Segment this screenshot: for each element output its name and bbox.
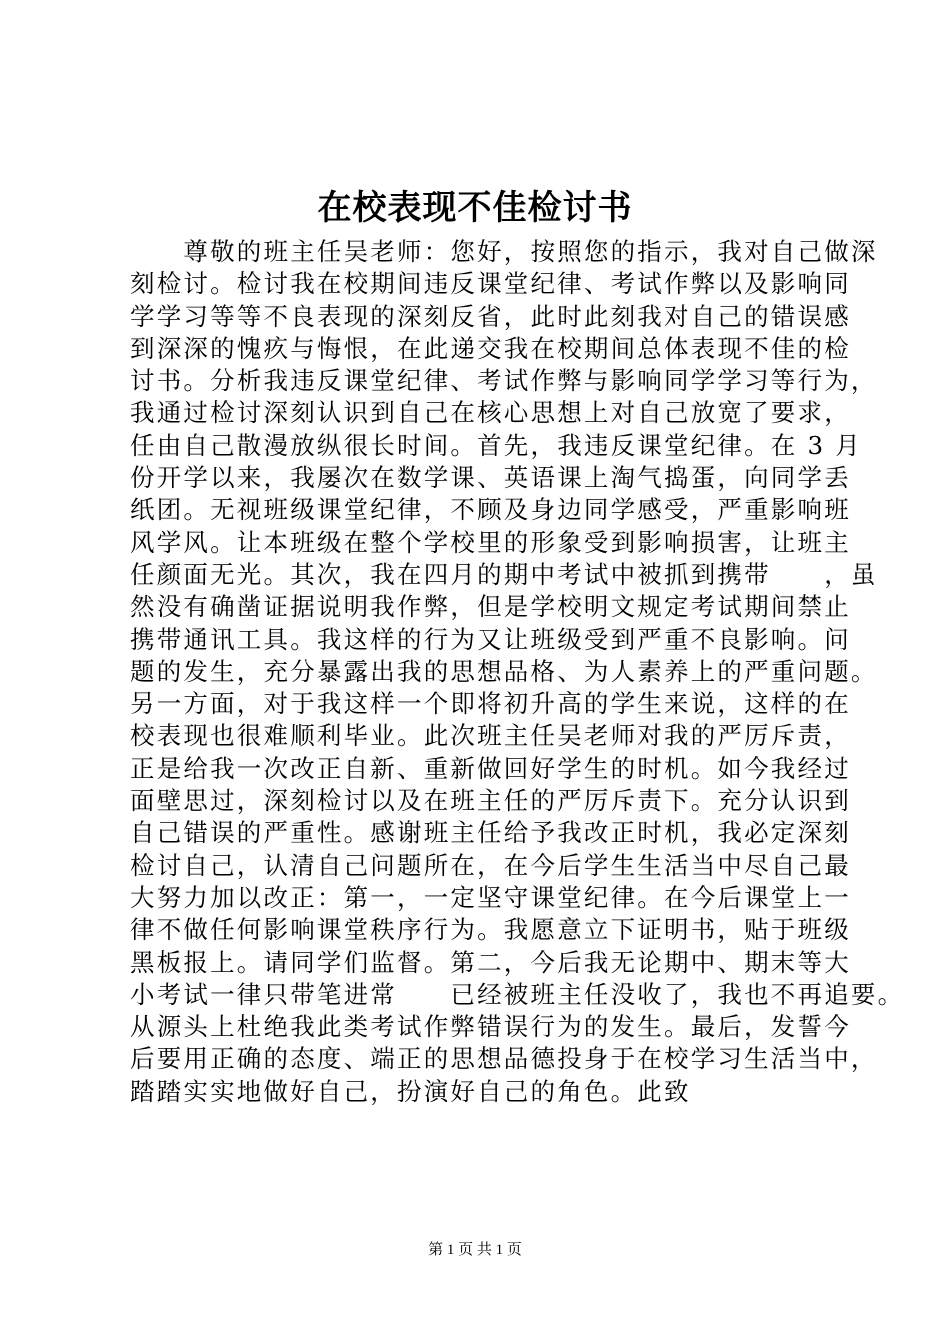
- body-line: 风学风。让本班级在整个学校里的形象受到影响损害，让班主: [130, 527, 851, 557]
- body-line: 学学习等等不良表现的深刻反省，此时此刻我对自己的错误感: [130, 301, 851, 331]
- body-line: 题的发生，充分暴露出我的思想品格、为人素养上的严重问题。: [130, 656, 878, 686]
- body-line: 我通过检讨深刻认识到自己在核心思想上对自己放宽了要求，: [130, 398, 851, 428]
- body-line: 正是给我一次改正自新、重新做回好学生的时机。如今我经过: [130, 753, 851, 783]
- document-body: [130, 236, 905, 1108]
- body-line: 面壁思过，深刻检讨以及在班主任的严厉斥责下。充分认识到: [130, 786, 851, 816]
- page-number-footer: 第 1 页 共 1 页: [428, 1242, 522, 1258]
- body-line: 份开学以来，我屡次在数学课、英语课上淘气捣蛋，向同学丢: [130, 463, 851, 493]
- document-title: 在校表现不佳检讨书: [317, 188, 633, 228]
- body-line: 小考试一律只带笔进常 已经被班主任没收了，我也不再追要。: [130, 979, 905, 1009]
- body-line: 纸团。无视班级课堂纪律，不顾及身边同学感受，严重影响班: [130, 495, 851, 525]
- body-line: 任由自己散漫放纵很长时间。首先，我违反课堂纪律。在 3 月: [130, 430, 862, 460]
- body-line: 自己错误的严重性。感谢班主任给予我改正时机，我必定深刻: [130, 818, 851, 848]
- body-line: 然没有确凿证据说明我作弊，但是学校明文规定考试期间禁止: [130, 592, 851, 622]
- body-line: 携带通讯工具。我这样的行为又让班级受到严重不良影响。问: [130, 624, 851, 654]
- body-line: 检讨自己，认清自己问题所在，在今后学生生活当中尽自己最: [130, 850, 851, 880]
- body-line: 任颜面无光。其次，我在四月的期中考试中被抓到携带 ，虽: [130, 559, 878, 589]
- body-line: 到深深的愧疚与悔恨，在此递交我在校期间总体表现不佳的检: [130, 333, 851, 363]
- body-line: 尊敬的班主任吴老师：您好，按照您的指示，我对自己做深: [130, 237, 878, 266]
- body-line: 刻检讨。检讨我在校期间违反课堂纪律、考试作弊以及影响同: [130, 269, 851, 299]
- body-line: 踏踏实实地做好自己，扮演好自己的角色。此致: [130, 1076, 691, 1106]
- body-line: 大努力加以改正：第一，一定坚守课堂纪律。在今后课堂上一: [130, 882, 851, 912]
- body-line: 另一方面，对于我这样一个即将初升高的学生来说，这样的在: [130, 689, 851, 719]
- body-line: 从源头上杜绝我此类考试作弊错误行为的发生。最后，发誓今: [130, 1012, 851, 1042]
- body-line: 律不做任何影响课堂秩序行为。我愿意立下证明书，贴于班级: [130, 915, 851, 945]
- body-line: 校表现也很难顺利毕业。此次班主任吴老师对我的严厉斥责，: [130, 721, 851, 751]
- body-line: 黑板报上。请同学们监督。第二，今后我无论期中、期末等大: [130, 947, 851, 977]
- body-line: 后要用正确的态度、端正的思想品德投身于在校学习生活当中，: [130, 1044, 878, 1074]
- body-line: 讨书。分析我违反课堂纪律、考试作弊与影响同学学习等行为，: [130, 366, 878, 396]
